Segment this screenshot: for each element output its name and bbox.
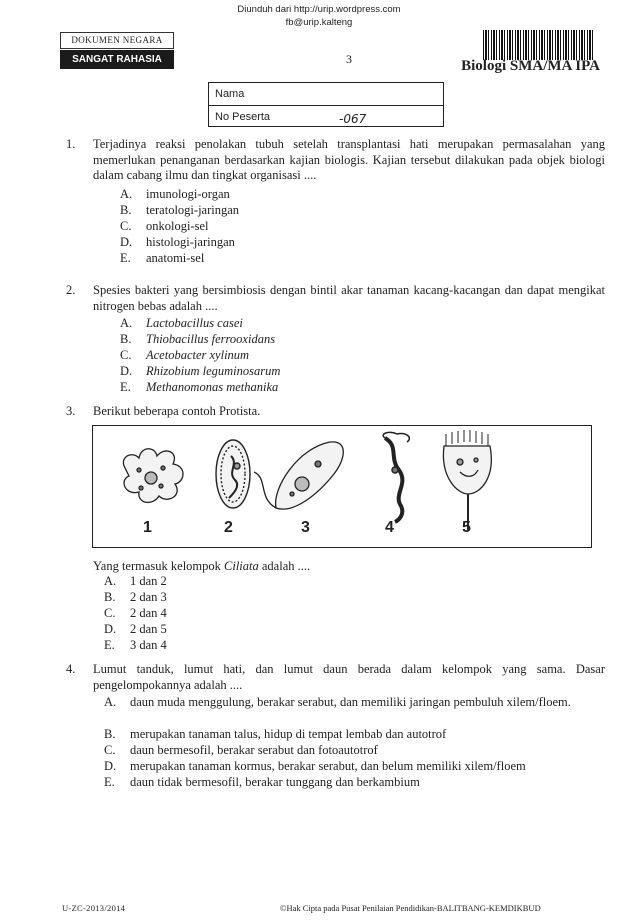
prompt-prefix: Yang termasuk kelompok (93, 559, 225, 573)
question-stem: Lumut tanduk, lumut hati, dan lumut daun berada dalam kelompok yang sama. Dasar pengelompokannya adalah .... (93, 662, 605, 692)
question-3-prompt (93, 559, 553, 575)
figure-label-3: 3 (301, 519, 310, 536)
option-letter: B. (120, 203, 132, 217)
option-text: histologi-jaringan (146, 235, 235, 249)
subject-title: Biologi SMA/MA IPA (461, 58, 600, 74)
option-letter: B. (104, 590, 116, 604)
source-url-line: Diunduh dari http://urip.wordpress.com (237, 4, 401, 15)
option-letter: D. (120, 364, 133, 378)
option-text: 1 dan 2 (130, 574, 167, 588)
option-letter: A. (104, 574, 117, 588)
option-text: Methanomonas methanika (146, 380, 279, 394)
option-letter: E. (120, 380, 131, 394)
option-letter: A. (104, 695, 117, 709)
option-text: 2 dan 5 (130, 622, 167, 636)
paramecium-illustration (216, 440, 250, 508)
option-letter: E. (104, 638, 115, 652)
option-text: imunologi-organ (146, 187, 230, 201)
option-text: anatomi-sel (146, 251, 205, 265)
option-letter: C. (120, 219, 132, 233)
option-letter: B. (104, 727, 116, 741)
euglena-illustration (254, 442, 343, 509)
prompt-suffix: adalah .... (258, 559, 311, 573)
question-stem: Berikut beberapa contoh Protista. (93, 404, 261, 418)
source-fb-line: fb@urip.kalteng (285, 17, 353, 28)
option-letter: B. (120, 332, 132, 346)
name-label: Nama (215, 88, 245, 100)
option-letter: E. (104, 775, 115, 789)
option-letter: E. (120, 251, 131, 265)
prompt-italic-term: Ciliata (224, 559, 259, 573)
question-number: 1. (66, 137, 76, 151)
option-letter: C. (104, 743, 116, 757)
option-text: Rhizobium leguminosarum (146, 364, 281, 378)
option-text: merupakan tanaman kormus, berakar serabut, dan belum memiliki xilem/floem (130, 759, 526, 773)
option-text: daun muda menggulung, berakar serabut, dan memiliki jaringan pembuluh xilem/floem. (130, 695, 571, 709)
protista-figure (92, 425, 592, 548)
figure-label-5: 5 (462, 519, 471, 536)
protista-illustrations (93, 426, 593, 549)
document-label: DOKUMEN NEGARA (60, 32, 174, 49)
page-number: 3 (346, 52, 352, 66)
name-row (209, 83, 443, 105)
option-text: onkologi-sel (146, 219, 209, 233)
vorticella-illustration (443, 430, 491, 530)
option-letter: C. (104, 606, 116, 620)
option-letter: A. (120, 316, 133, 330)
option-text: Acetobacter xylinum (146, 348, 250, 362)
figure-label-2: 2 (224, 519, 233, 536)
figure-label-1: 1 (143, 519, 152, 536)
secret-label: SANGAT RAHASIA (60, 50, 174, 69)
id-value-handwritten: -067 (339, 112, 367, 126)
footer-code: U-ZC-2013/2014 (62, 903, 126, 913)
option-text: Lactobacillus casei (146, 316, 243, 330)
barcode-image (483, 30, 593, 60)
option-text: 2 dan 3 (130, 590, 167, 604)
amoeba-illustration (123, 449, 183, 503)
option-text: 3 dan 4 (130, 638, 167, 652)
option-text: teratologi-jaringan (146, 203, 240, 217)
option-text: Thiobacillus ferrooxidans (146, 332, 276, 346)
question-stem: Terjadinya reaksi penolakan tubuh setelah transplantasi hati merupakan permasalahan yang memerlukan penanganan berdasarkan kajian biologis. Kajian tersebut dilakukan pada objek biologi dalam cabang ilmu dan tingkat organisasi .... (93, 137, 605, 182)
source-header (0, 3, 638, 29)
trypanosoma-illustration (383, 432, 409, 522)
identity-box (208, 82, 444, 127)
option-text: daun bermesofil, berakar serabut dan fotoautotrof (130, 743, 378, 757)
option-text: 2 dan 4 (130, 606, 167, 620)
option-letter: D. (120, 235, 133, 249)
option-letter: C. (120, 348, 132, 362)
id-row (209, 105, 443, 127)
option-letter: D. (104, 622, 117, 636)
option-letter: A. (120, 187, 133, 201)
id-label: No Peserta (215, 111, 271, 123)
figure-label-4: 4 (385, 519, 394, 536)
question-stem: Spesies bakteri yang bersimbiosis dengan bintil akar tanaman kacang-kacangan dan dapat mengikat nitrogen bebas adalah .... (93, 283, 605, 313)
question-number: 4. (66, 662, 76, 676)
option-text: merupakan tanaman talus, hidup di tempat lembab dan autotrof (130, 727, 447, 741)
option-text: daun tidak bermesofil, berakar tunggang dan berkambium (130, 775, 420, 789)
option-letter: D. (104, 759, 117, 773)
question-number: 3. (66, 404, 76, 418)
question-number: 2. (66, 283, 76, 297)
footer-copyright: ©Hak Cipta pada Pusat Penilaian Pendidikan-BALITBANG-KEMDIKBUD (280, 903, 541, 913)
